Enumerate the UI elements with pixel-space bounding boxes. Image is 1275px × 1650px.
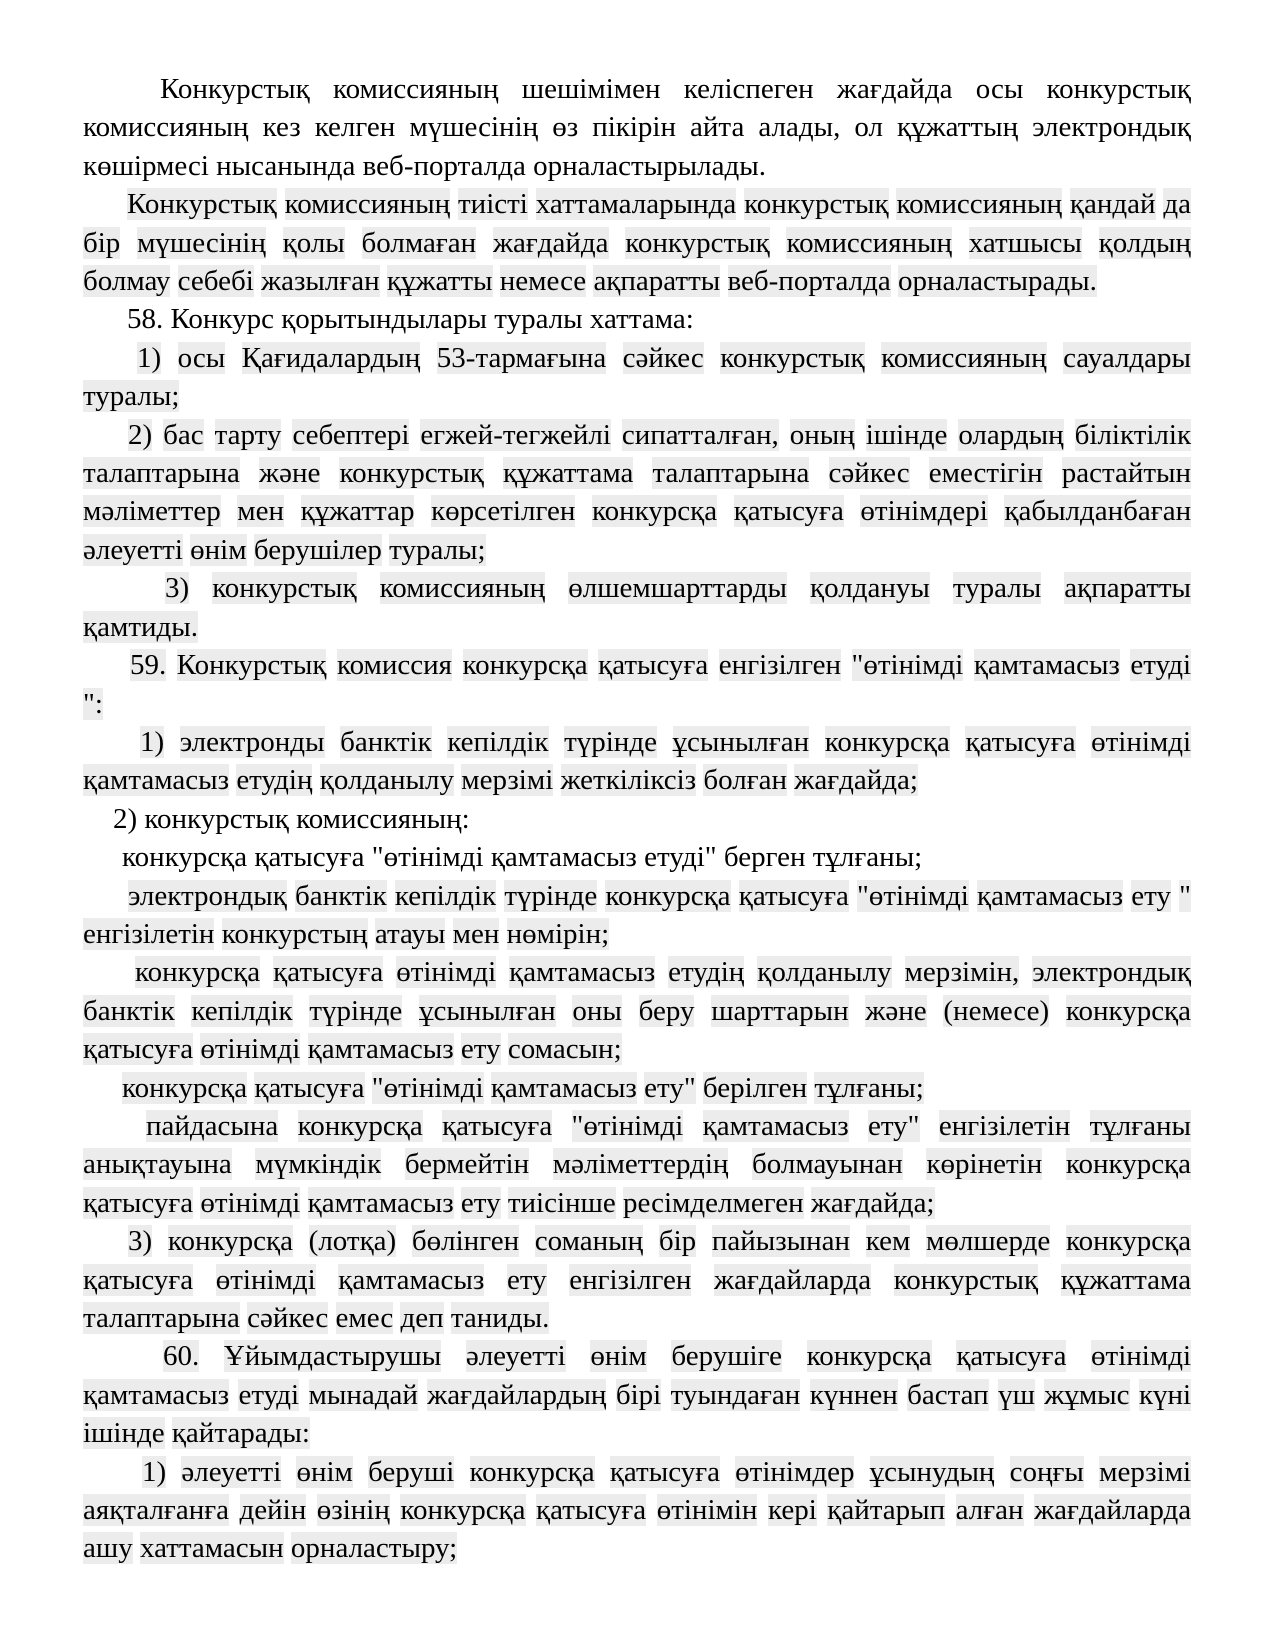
paragraph: электрондық банктік кепілдік түрінде конкурсқа қатысуға "өтінімді қамтамасыз ету " енгізілетін конкурстың атауы мен нөмірін; [83, 879, 1191, 950]
paragraph: 1) электронды банктік кепілдік түрінде ұсынылған конкурсқа қатысуға өтінімді қамтамасыз етудің қолданылу мерзімі жеткіліксіз болған жағдайда; [83, 725, 1192, 797]
paragraph: конкурсқа қатысуға "өтінімді қамтамасыз етуді" берген тұлғаны; [122, 841, 923, 874]
paragraph: конкурсқа қатысуға өтінімді қамтамасыз етудің қолданылу мерзімін, электрондық банктік кепілдік түрінде ұсынылған оны беру шарттарын және (немесе) конкурсқа қатысуға өтінімді қамтамасыз ету сомасын; [83, 956, 1192, 1066]
paragraph: 60. Ұйымдастырушы әлеуетті өнім берушіге конкурсқа қатысуға өтінімді қамтамасыз етуді мынадай жағдайлардың бірі туындаған күннен бастап үш жұмыс күні ішінде қайтарады: [83, 1340, 1192, 1450]
paragraph: 3) конкурстық комиссияның өлшемшарттарды қолдануы туралы ақпаратты қамтиды. [83, 572, 1192, 643]
paragraph: 1) осы Қағидалардың 53-тармағына сәйкес конкурстық комиссияның сауалдары туралы; [83, 341, 1192, 413]
paragraph: 3) конкурсқа (лотқа) бөлінген соманың бір пайызынан кем мөлшерде конкурсқа қатысуға өтінімді қамтамасыз ету енгізілген жағдайларда конкурстық құжаттама талаптарына сәйкес емес деп таниды. [83, 1225, 1192, 1334]
paragraph-list [83, 70, 1191, 1568]
paragraph: 2) бас тарту себептері егжей-тегжейлі сипатталған, оның ішінде олардың біліктілік талаптарына және конкурстық құжаттама талаптарына сәйкес еместігін растайтын мәліметтер мен құжаттар көрсетілген конкурсқа қатысуға өтінімдері қабылданбаған әлеуетті өнім берушілер туралы; [83, 418, 1192, 566]
paragraph: 2) конкурстық комиссияның: [113, 802, 470, 835]
paragraph: пайдасына конкурсқа қатысуға "өтінімді қамтамасыз ету" енгізілетін тұлғаны анықтауына мүмкіндік бермейтін мәліметтердің болмауынан көрінетін конкурсқа қатысуға өтінімді қамтамасыз ету тиісінше ресімделмеген жағдайда; [83, 1109, 1192, 1219]
paragraph: 1) әлеуетті өнім беруші конкурсқа қатысуға өтінімдер ұсынудың соңғы мерзімі аяқталғанға дейін өзінің конкурсқа қатысуға өтінімін кері қайтарып алған жағдайларда ашу хаттамасын орналастыру; [83, 1455, 1192, 1565]
paragraph: 58. Конкурс қорытындылары туралы хаттама: [127, 303, 694, 336]
paragraph: Конкурстық комиссияның шешімімен келіспеген жағдайда осы конкурстық комиссияның кез келген мүшесінің өз пікірін айта алады, ол құжаттың электрондық көшірмесі нысанында веб-порталда орналастырылады. [83, 73, 1191, 182]
document-page-text [83, 70, 1191, 1568]
paragraph: конкурсқа қатысуға "өтінімді қамтамасыз ету" берілген тұлғаны; [122, 1071, 924, 1104]
paragraph: Конкурстық комиссияның тиісті хаттамаларында конкурстық комиссияның қандай да бір мүшесінің қолы болмаған жағдайда конкурстық комиссияның хатшысы қолдың болмау себебі жазылған құжатты немесе ақпаратты веб-порталда орналастырады. [83, 188, 1192, 298]
paragraph: 59. Конкурстық комиссия конкурсқа қатысуға енгізілген "өтінімді қамтамасыз етуді ": [83, 649, 1192, 720]
